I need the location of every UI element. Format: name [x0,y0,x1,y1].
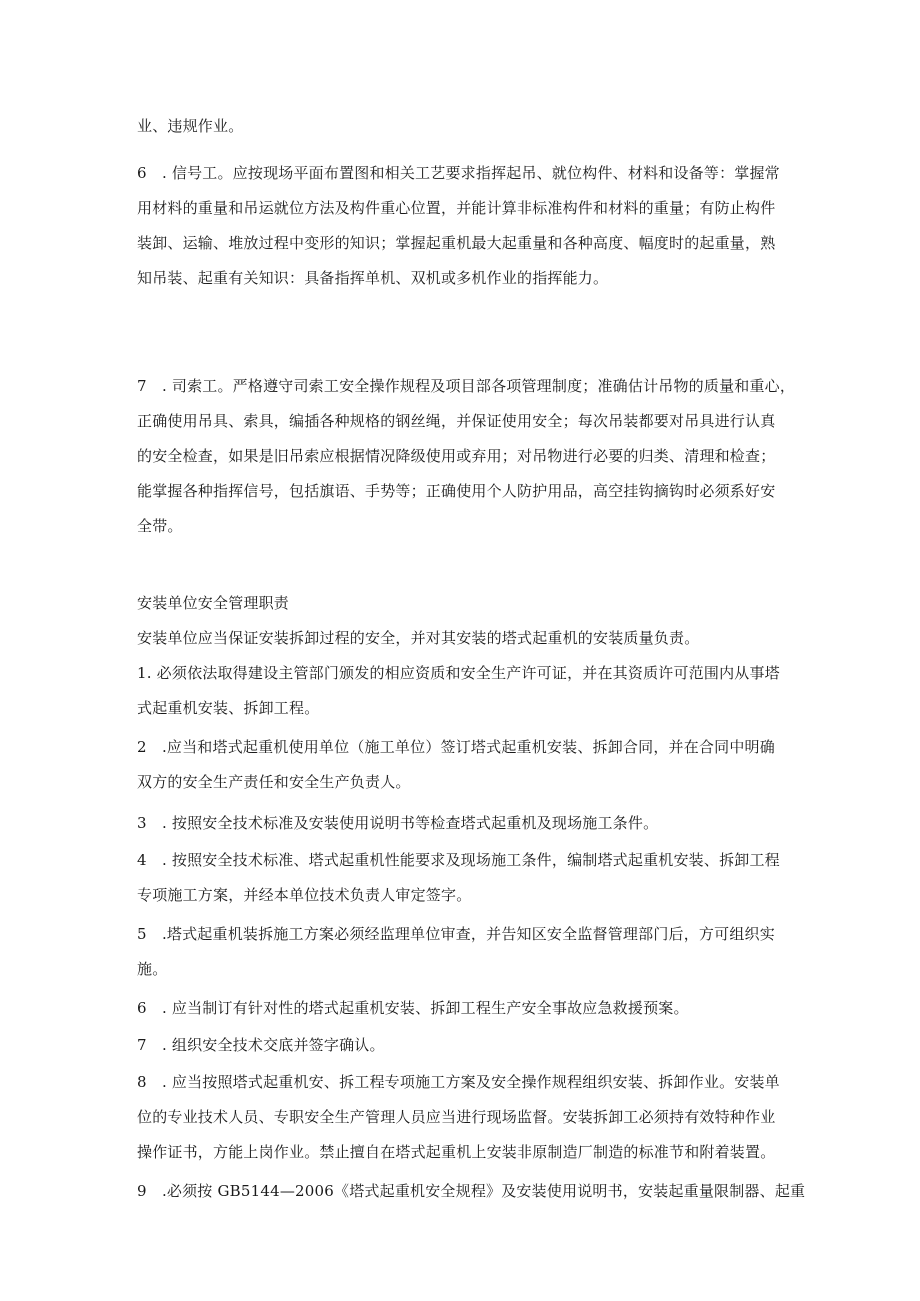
paragraph-line: 知吊装、起重有关知识：具备指挥单机、双机或多机作业的指挥能力。 [137,269,609,287]
continuation-text: 业、违规作业。 [137,117,244,135]
list-item-line: 1. 必须依法取得建设主管部门颁发的相应资质和安全生产许可证，并在其资质许可范围内从事塔 [137,664,780,682]
list-item-line: 6 . 应当制订有针对性的塔式起重机安装、拆卸工程生产安全事故应急救援预案。 [137,999,689,1017]
paragraph-line: 装卸、运输、堆放过程中变形的知识；掌握起重机最大起重量和各种高度、幅度时的起重量，熟 [137,234,776,252]
list-item-line: 2 .应当和塔式起重机使用单位（施工单位）签订塔式起重机安装、拆卸合同，并在合同中明确 [137,738,775,756]
list-item-line: 位的专业技术人员、专职安全生产管理人员应当进行现场监督。安装拆卸工必须持有效特种作业 [137,1108,776,1126]
list-item-line: 式起重机安装、拆卸工程。 [137,699,320,717]
list-item-line: 双方的安全生产责任和安全生产负责人。 [137,773,411,791]
list-item-line: 操作证书，方能上岗作业。禁止擅自在塔式起重机上安装非原制造厂制造的标准节和附着装置。 [137,1143,776,1161]
paragraph-line: 6 . 信号工。应按现场平面布置图和相关工艺要求指挥起吊、就位构件、材料和设备等：掌握常 [137,164,780,182]
paragraph-line: 全带。 [137,517,183,535]
paragraph-line: 7 . 司索工。严格遵守司索工安全操作规程及项目部各项管理制度；准确估计吊物的质量和重心， [137,377,796,395]
list-item-line: 9 .必须按 GB5144—2006《塔式起重机安全规程》及安装使用说明书，安装起重量限制器、起重 [137,1182,806,1200]
paragraph-line: 正确使用吊具、索具，编插各种规格的钢丝绳，并保证使用安全；每次吊装都要对吊具进行认真 [137,412,776,430]
list-item-line: 7 . 组织安全技术交底并签字确认。 [137,1036,385,1054]
list-item-line: 8 . 应当按照塔式起重机安、拆工程专项施工方案及安全操作规程组织安装、拆卸作业。安装单 [137,1073,780,1091]
paragraph-line: 用材料的重量和吊运就位方法及构件重心位置，并能计算非标准构件和材料的重量；有防止构件 [137,199,776,217]
section-intro: 安装单位应当保证安装拆卸过程的安全，并对其安装的塔式起重机的安装质量负责。 [137,629,700,647]
section-title: 安装单位安全管理职责 [137,594,290,612]
list-item-line: 4 . 按照安全技术标准、塔式起重机性能要求及现场施工条件，编制塔式起重机安装、拆卸工程 [137,851,780,869]
list-item-line: 专项施工方案，并经本单位技术负责人审定签字。 [137,886,472,904]
list-item-line: 5 .塔式起重机装拆施工方案必须经监理单位审查，并告知区安全监督管理部门后，方可组织实 [137,925,775,943]
paragraph-line: 的安全检查，如果是旧吊索应根据情况降级使用或弃用；对吊物进行必要的归类、清理和检查； [137,447,776,465]
list-item-line: 3 . 按照安全技术标准及安装使用说明书等检查塔式起重机及现场施工条件。 [137,814,659,832]
paragraph-line: 能掌握各种指挥信号，包括旗语、手势等；正确使用个人防护用品，高空挂钩摘钩时必须系好安 [137,482,776,500]
list-item-line: 施。 [137,960,168,978]
